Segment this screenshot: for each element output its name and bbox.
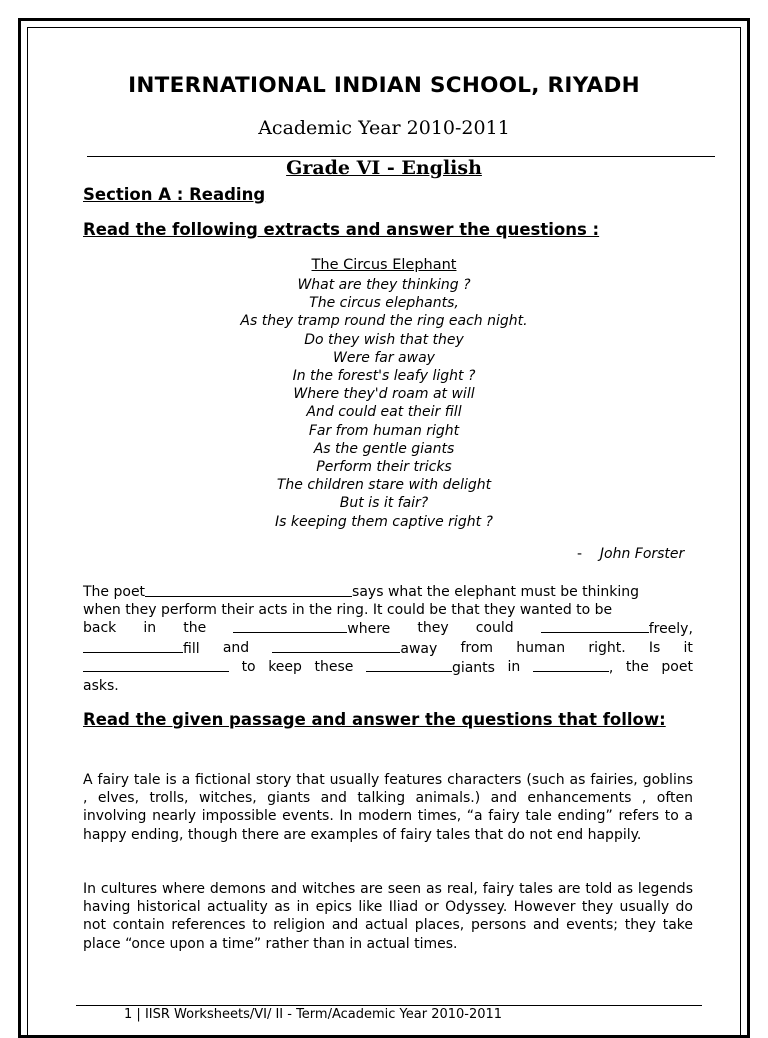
- poem-line: The children stare with delight: [276, 477, 492, 494]
- poem-line: What are they thinking ?: [297, 277, 471, 293]
- fill-line-1: The poet says what the elephant must be thinking: [83, 584, 640, 600]
- fill-line-3: back in the where they could freely,: [83, 620, 693, 638]
- passage-paragraph-1: A fairy tale is a fictional story that usually features characters (such as fairies, goblins , elves, trolls, witches, giants and talking animals.) and enhancements , often involving nearly impossible events. In modern times, “a fairy tale ending” refers to a happy ending, though there are examples of fairy tales that do not end happily.: [83, 772, 693, 843]
- poem-line: And could eat their fill: [306, 404, 462, 421]
- poem-line: Do they wish that they: [304, 331, 464, 348]
- poem-body: [0, 276, 768, 531]
- school-name: INTERNATIONAL INDIAN SCHOOL, RIYADH: [128, 73, 640, 98]
- answer-blank[interactable]: [233, 619, 347, 633]
- answer-blank[interactable]: [366, 658, 452, 672]
- fill-line-4: fill and away from human right. Is it: [83, 639, 693, 658]
- fill-line-5: to keep these giants in , the poet: [83, 658, 693, 677]
- answer-blank[interactable]: [145, 583, 352, 597]
- answer-blank[interactable]: [83, 639, 183, 653]
- poem-author: [577, 546, 684, 562]
- poem-line: As the gentle giants: [313, 440, 455, 457]
- answer-blank[interactable]: [83, 658, 229, 672]
- passage-paragraph-2: In cultures where demons and witches are seen as real, fairy tales are told as legends having historical actuality as in epics like Iliad or Odyssey. However they usually do not contain references to religion and actual places, persons and events; they take place “once upon a time” rather than in actual times.: [83, 881, 693, 952]
- author-dash: -: [577, 546, 583, 562]
- grade-title: Grade VI - English: [286, 157, 482, 179]
- fill-line-6: asks.: [83, 678, 119, 695]
- answer-blank[interactable]: [272, 639, 400, 653]
- poem-line: Were far away: [333, 349, 435, 366]
- poem-line: Where they'd roam at will: [293, 386, 475, 403]
- poem-line: In the forest's leafy light ?: [292, 368, 476, 385]
- poem-line: But is it fair?: [339, 495, 429, 512]
- answer-blank[interactable]: [533, 658, 609, 672]
- poem-line: The circus elephants,: [309, 295, 459, 312]
- instruction-extracts: Read the following extracts and answer the questions :: [83, 220, 600, 239]
- fill-line-2: when they perform their acts in the ring. It could be that they wanted to be: [83, 602, 613, 619]
- poem-line: Is keeping them captive right ?: [275, 513, 493, 530]
- poem-line: Perform their tricks: [316, 459, 452, 476]
- academic-year: Academic Year 2010-2011: [258, 117, 510, 139]
- author-name: John Forster: [599, 546, 685, 562]
- instruction-passage: Read the given passage and answer the questions that follow:: [83, 710, 666, 729]
- poem-line: As they tramp round the ring each night.: [240, 313, 528, 330]
- page-footer: [124, 1007, 502, 1022]
- footer-separator: |: [136, 1007, 141, 1022]
- section-title: Section A : Reading: [83, 185, 266, 204]
- footer-divider: [76, 1005, 702, 1006]
- fill-in-paragraph: [83, 583, 693, 695]
- footer-text: IISR Worksheets/VI/ II - Term/Academic Year 2010-2011: [144, 1007, 503, 1022]
- poem-title: The Circus Elephant: [311, 257, 457, 273]
- poem-line: Far from human right: [308, 422, 460, 439]
- page-number: 1: [124, 1007, 133, 1022]
- answer-blank[interactable]: [541, 619, 649, 633]
